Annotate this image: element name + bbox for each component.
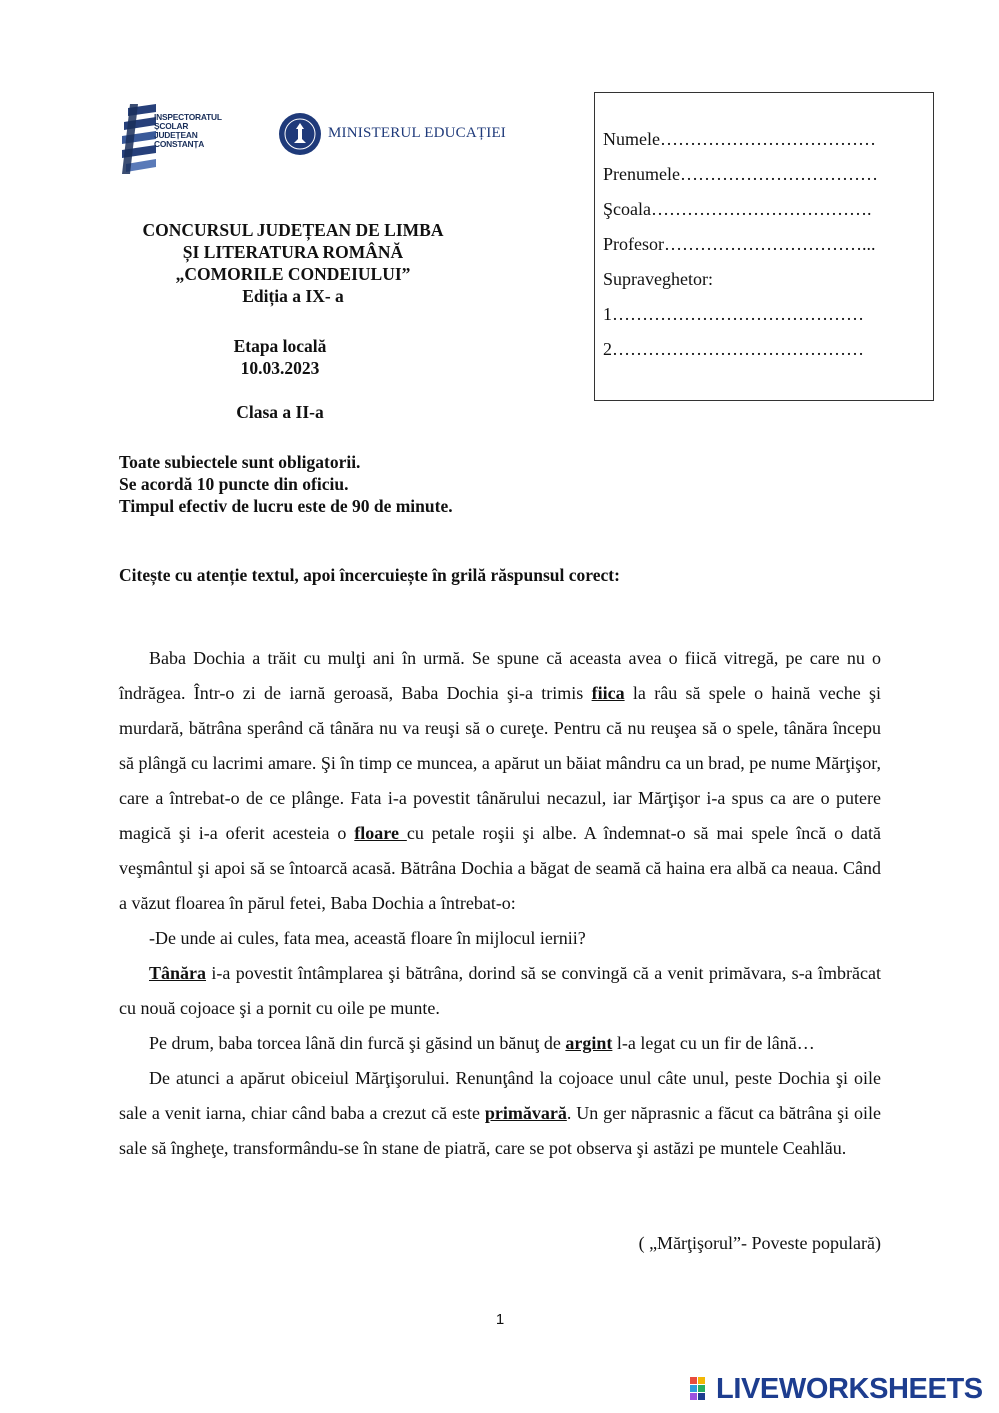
story-paragraph: -De unde ai cules, fata mea, această floare în mijlocul iernii? [149,928,586,948]
contest-title: CONCURSUL JUDEȚEAN DE LIMBA ȘI LITERATURA ROMÂNĂ „COMORILE CONDEIULUI” Ediția a IX- a [110,219,476,307]
government-seal-icon [278,112,322,156]
exam-rules: Toate subiectele sunt obligatorii. Se acordă 10 puncte din oficiu. Timpul efectiv de lucru este de 90 de minute. [119,452,453,516]
isj-emblem-icon [118,104,158,174]
isj-constanta-logo [118,104,248,174]
stage: Etapa locală [233,336,327,356]
keyword-floare: floare [354,823,407,843]
story-paragraph: Tânăra i-a povestit întâmplarea şi bătrâna, dorind să se convingă că a venit primăvara, s-a îmbrăcat cu nouă cojoace şi a pornit cu oile pe munte. [119,963,881,1018]
instruction: Citește cu atenție textul, apoi încercuiește în grilă răspunsul corect: [119,565,620,585]
story-source: ( „Mărţişorul”- Poveste populară) [638,1233,881,1253]
field-prenumele: Prenumele…………………………… [603,164,878,184]
story-paragraph: Pe drum, baba torcea lână din furcă şi găsind un bănuţ de argint l-a legat cu un fir de lână… [149,1033,815,1053]
field-numele: Numele……………………………… [603,129,876,149]
ministry-name: MINISTERUL EDUCAȚIEI [328,125,507,141]
student-info-box [594,92,934,401]
field-profesor: Profesor……………………………... [603,234,876,254]
field-supraveghetor-2: 2…………………………………… [603,339,864,359]
stage-info [210,335,350,379]
keyword-tanara: Tânăra [149,963,207,983]
story-text [119,641,881,1166]
grade-level: Clasa a II-a [236,402,324,422]
story-paragraph: De atunci a apărut obiceiul Mărţişorului. Renunţând la cojoace unul câte unul, peste Dochia şi oile sale a venit iarna, chiar când baba a crezut că este primăvară. Un ger năprasnic a făcut ca bătrâna şi oile sale să îngheţe, transformându-se în stane de piatră, care se pot observa şi astăzi pe muntele Ceahlău. [119,1068,881,1158]
liveworksheets-watermark[interactable] [690,1373,990,1405]
field-supraveghetor: Supraveghetor: [603,269,713,289]
edition: Ediția a IX- a [242,286,344,306]
liveworksheets-text: LIVEWORKSHEETS [716,1373,983,1405]
liveworksheets-logo-icon [690,1377,714,1401]
isj-logo-text: INSPECTORATUL ȘCOLAR JUDEȚEAN CONSTANȚA [154,112,222,149]
keyword-fiica: fiica [591,683,625,703]
field-scoala: Şcoala………………………………. [603,199,872,219]
keyword-argint: argint [565,1033,613,1053]
ministry-logo [278,112,507,160]
story-paragraph: Baba Dochia a trăit cu mulţi ani în urmă. Se spune că aceasta avea o fiică vitregă, pe care nu o îndrăgea. Într-o zi de iarnă geroasă, Baba Dochia şi-a trimis fiica la râu să spele o haină veche şi murdară, bătrâna sperând că tânăra nu va reuşi să o cureţe. Pentru că nu reuşea să o spele, tânăra începu să plângă cu lacrimi amare. Şi în timp ce muncea, a apărut un băiat mândru ca un brad, pe nume Mărţişor, care a întrebat-o de ce plânge. Fata i-a povestit tânărului necazul, iar Mărţişor i-a spus ca are o putere magică şi i-a oferit acesteia o floare cu petale roşii şi albe. A îndemnat-o să mai spele încă o dată veşmântul şi apoi să se întoarcă acasă. Bătrâna Dochia a băgat de seamă că haina era albă ca neaua. Când a văzut floarea în părul fetei, Baba Dochia a întrebat-o: [119,648,882,913]
field-supraveghetor-1: 1…………………………………… [603,304,864,324]
page-number: 1 [495,1311,505,1328]
exam-date: 10.03.2023 [240,358,320,378]
keyword-primavara: primăvară [484,1103,567,1123]
